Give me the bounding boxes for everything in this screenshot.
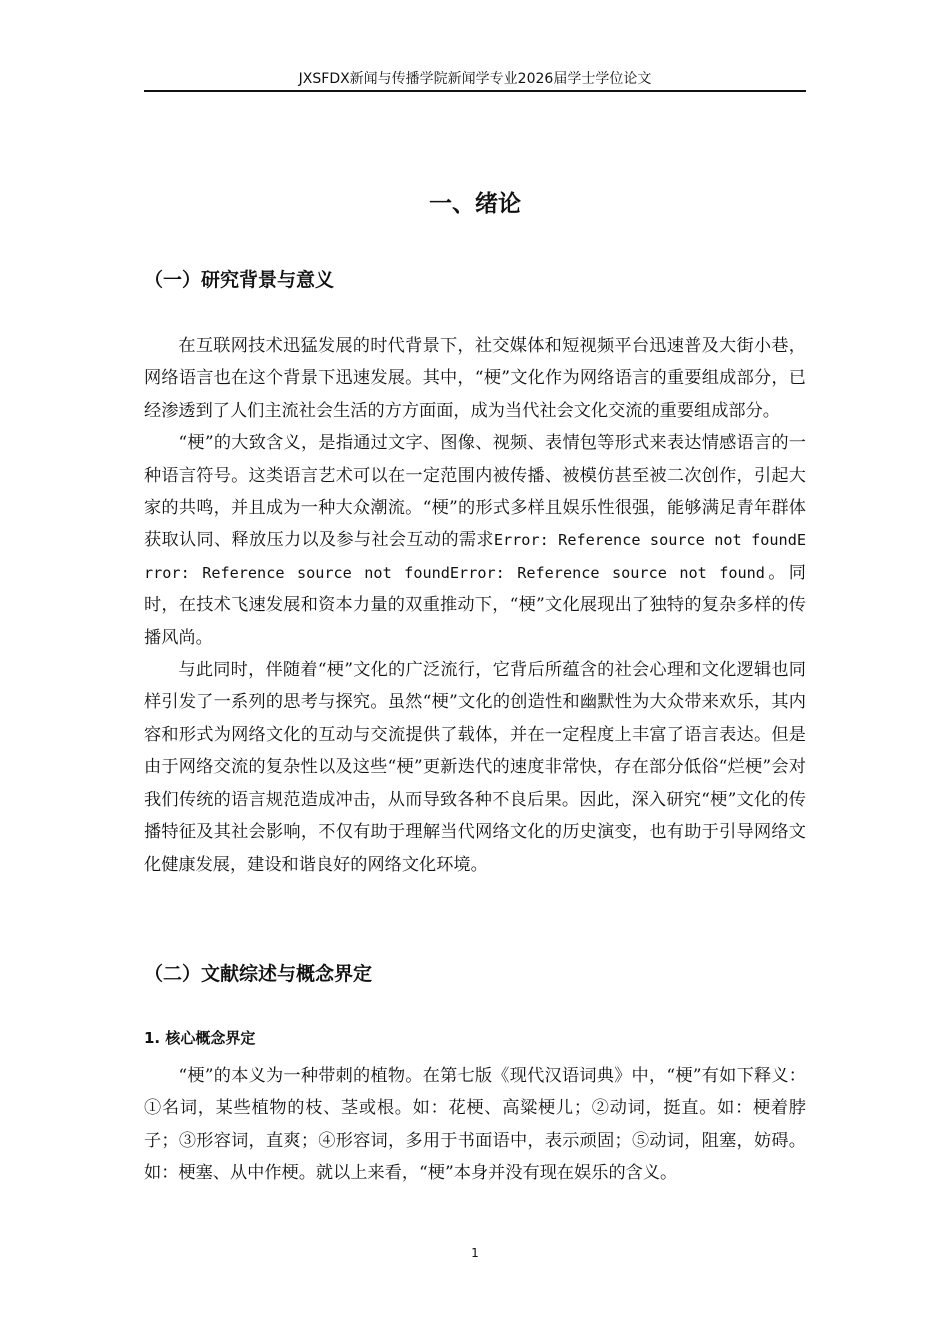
chapter-title: 一、绪论	[429, 191, 521, 217]
section-literature-body	[144, 1060, 806, 1190]
header-rule	[144, 90, 806, 92]
paragraph-background-1: 在互联网技术迅猛发展的时代背景下，社交媒体和短视频平台迅速普及大街小巷，网络语言也在这个背景下迅速发展。其中，“梗”文化作为网络语言的重要组成部分，已经渗透到了人们主流社会生活的方方面面，成为当代社会文化交流的重要组成部分。	[144, 336, 806, 421]
paragraph-concept-1: “梗”的本义为一种带刺的植物。在第七版《现代汉语词典》中，“梗”有如下释义：①名词，某些植物的枝、茎或根。如：花梗、高粱梗儿；②动词，挺直。如：梗着脖子；③形容词，直爽；④形容词，多用于书面语中，表示顽固；⑤动词，阻塞，妨碍。如：梗塞、从中作梗。就以上来看，“梗”本身并没有现在娱乐的含义。	[144, 1066, 806, 1184]
paragraph-text: “梗”的大致含义，是指通过文字、图像、视频、表情包等形式来表达情感语言的一种语言符号。这类语言艺术可以在一定范围内被传播、被模仿甚至被二次创作，引起大家的共鸣，并且成为一种大众潮流。“梗”的形式多样且娱乐性很强，能够满足青年群体获取认同、释放压力以及参与社会互动的需求	[144, 433, 806, 551]
running-header: JXSFDX新闻与传播学院新闻学专业2026届学士学位论文	[298, 71, 652, 87]
paragraph-background-3: 与此同时，伴随着“梗”文化的广泛流行，它背后所蕴含的社会心理和文化逻辑也同样引发了一系列的思考与探究。虽然“梗”文化的创造性和幽默性为大众带来欢乐，其内容和形式为网络文化的互动与交流提供了载体，并在一定程度上丰富了语言表达。但是由于网络交流的复杂性以及这些“梗”更新迭代的速度非常快，存在部分低俗“烂梗”会对我们传统的语言规范造成冲击，从而导致各种不良后果。因此，深入研究“梗”文化的传播特征及其社会影响，不仅有助于理解当代网络文化的历史演变，也有助于引导网络文化健康发展，建设和谐良好的网络文化环境。	[144, 660, 806, 875]
page-number: 1	[471, 1246, 479, 1260]
paragraph-text: 。同时，在技术飞速发展和资本力量的双重推动下，“梗”文化展现出了独特的复杂多样的传播风尚。	[144, 562, 806, 648]
section-title-literature: （二）文献综述与概念界定	[144, 963, 373, 985]
section-background-body	[144, 330, 806, 881]
section-title-background: （一）研究背景与意义	[144, 269, 335, 291]
reference-error-text: Error: Reference source not foundError: Reference source not foundError: Reference source not found	[144, 531, 806, 582]
subsection-title-concepts: 1. 核心概念界定	[144, 1029, 256, 1047]
paragraph-background-2	[144, 427, 806, 654]
